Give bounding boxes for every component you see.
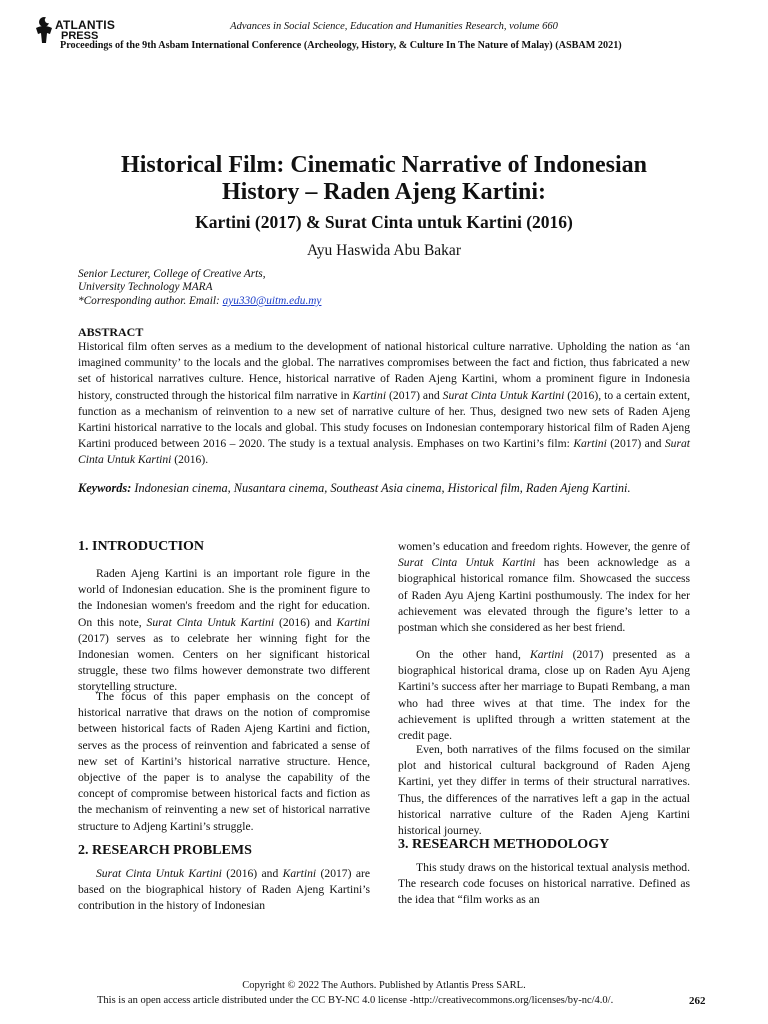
abstract-text: (2017) and (606, 437, 665, 451)
film-title: Surat Cinta Untuk Kartini (78, 437, 690, 467)
license-notice: This is an open access article distributed under the CC BY-NC 4.0 license -http://creativecommons.org/licenses/by-nc/4.0/. (97, 995, 614, 1006)
author-email-link[interactable]: ayu330@uitm.edu.my (222, 295, 322, 307)
section-heading-introduction: 1. INTRODUCTION (78, 539, 205, 554)
film-title: Kartini (336, 615, 370, 629)
proceedings-title: Proceedings of the 9th Asbam International Conference (Archeology, History, & Culture In The Nature of Malay) (ASBAM 2021) (60, 40, 622, 51)
abstract-text: Historical film often serves as a medium to the development of national historical culture narrative. Upholding the nation as ‘an imagined community’ to the locals and the global. The narratives compromises between the fact and fiction, thus fabricated a new set of historical narratives culture. Hence, historical narrative of Raden Ajeng Kartini, whom a prominent figure in Indonesia history, constructed through the historical film narrative in (78, 340, 690, 402)
abstract-heading: ABSTRACT (78, 325, 144, 339)
abstract-text: (2016). (171, 453, 209, 467)
problems-text: (2017) are based on the biographical history of Raden Ajeng Kartini’s contribution in the history of Indonesian (78, 867, 370, 913)
paper-subtitle: Kartini (2017) & Surat Cinta untuk Kartini (2016) (195, 212, 573, 232)
paper-title-line2: History – Raden Ajeng Kartini: (222, 179, 546, 205)
copyright-notice: Copyright © 2022 The Authors. Published by Atlantis Press SARL. (242, 980, 526, 991)
abstract-body (78, 339, 690, 469)
film-title: Kartini (282, 867, 317, 880)
body-text: has been acknowledge as a biographical historical romance film. Showcased the success of Raden Ayu Ajeng Kartini posthumously. The index for her achievement was elevated through the figure’s letter to a postman which she considered as her best friend. (398, 556, 690, 635)
logo-line1: ATLANTIS (55, 18, 116, 32)
abstract-text: (2017) and (386, 388, 443, 402)
problems-paragraph (78, 866, 370, 915)
intro-paragraph-2: The focus of this paper emphasis on the concept of historical narrative that draws on the notion of compromise between historical facts of Raden Ajeng Kartini and fiction, serves as the process of reinvention and fabricated a sense of new set of Kartini’s historical narrative structure. Hence, objective of the paper is to analyse the capability of the concept of compromise between historical facts and fiction as the mechanism of reinventing a new set of historical narrative structure to Adjeng Kartini’s struggle. (78, 690, 370, 833)
page-number: 262 (689, 995, 706, 1007)
section-heading-research-problems: 2. RESEARCH PROBLEMS (78, 843, 252, 858)
film-title: Surat Cinta Untuk Kartini (398, 556, 536, 570)
narratives-paragraph: Even, both narratives of the films focused on the similar plot and historical cultural background of Raden Ajeng Kartini, yet they differ in terms of their structural narratives. Thus, the differences of the narratives left a gap in the actual historical narrative culture of the Raden Ajeng Kartini historical journey. (398, 743, 690, 838)
body-text: On the other hand, (416, 648, 530, 661)
abstract-text: (2016), to a certain extent, function as a mechanism of reinvention to a new set of narrative culture of her. Thus, designed two new sets of Raden Ajeng Kartini historical narrative to the locals and global. This study focuses on Indonesian contemporary historical film of Raden Ajeng Kartini produced between 2016 – 2020. The study is a textual analysis. Emphases on two Kartini’s film: (78, 388, 690, 451)
keywords-label: Keywords: (78, 481, 132, 495)
film-title: Surat Cinta Untuk Kartini (442, 388, 565, 402)
corresponding-label: *Corresponding author. Email: (78, 295, 223, 307)
body-text: women’s education and freedom rights. However, the genre of (398, 540, 690, 553)
film-title: Surat Cinta Untuk Kartini (96, 867, 222, 880)
methodology-paragraph: This study draws on the historical textual analysis method. The research code focuses on historical narrative. Defined as the idea that “film works as an (398, 861, 690, 907)
film-title: Kartini (529, 648, 564, 661)
logo-line2: PRESS (61, 30, 99, 42)
intro-text: Raden Ajeng Kartini is an important role figure in the world of Indonesian education. She is the prominent figure to the Indonesian women's freedom and the right for education. On this note, (78, 567, 370, 629)
affiliation-line2: University Technology MARA (78, 281, 213, 293)
series-title: Advances in Social Science, Education and Humanities Research, volume 660 (230, 21, 558, 32)
intro-text: (2016) and (274, 615, 337, 629)
intro-text: (2017) serves as to celebrate her winning fight for the Indonesian women. Centers on her significant historical struggle, these two films however demonstrate two different storytelling structure. (78, 631, 370, 694)
paper-title-line1: Historical Film: Cinematic Narrative of Indonesian (121, 152, 647, 178)
keywords-list: Indonesian cinema, Nusantara cinema, Southeast Asia cinema, Historical film, Raden Ajeng Kartini. (131, 481, 631, 495)
film-title: Kartini (352, 388, 387, 402)
keywords (78, 480, 690, 496)
kartini-2017-paragraph (398, 647, 690, 744)
film-title: Surat Cinta Untuk Kartini (146, 615, 275, 629)
section-heading-research-methodology: 3. RESEARCH METHODOLOGY (398, 837, 610, 852)
continued-paragraph (398, 539, 690, 636)
intro-paragraph-1 (78, 566, 370, 696)
affiliation-line1: Senior Lecturer, College of Creative Arts, (78, 268, 266, 280)
author-name: Ayu Haswida Abu Bakar (307, 242, 461, 259)
problems-text: (2016) and (221, 867, 283, 880)
corresponding-author (78, 295, 321, 308)
body-text: (2017) presented as a biographical historical drama, close up on Raden Ayu Ajeng Kartini’s success after her marriage to Bupati Rembang, a man who had three wives at that time. The index for the achievement is uplifted through a written statement at the credit page. (398, 648, 690, 743)
film-title: Kartini (573, 437, 607, 451)
